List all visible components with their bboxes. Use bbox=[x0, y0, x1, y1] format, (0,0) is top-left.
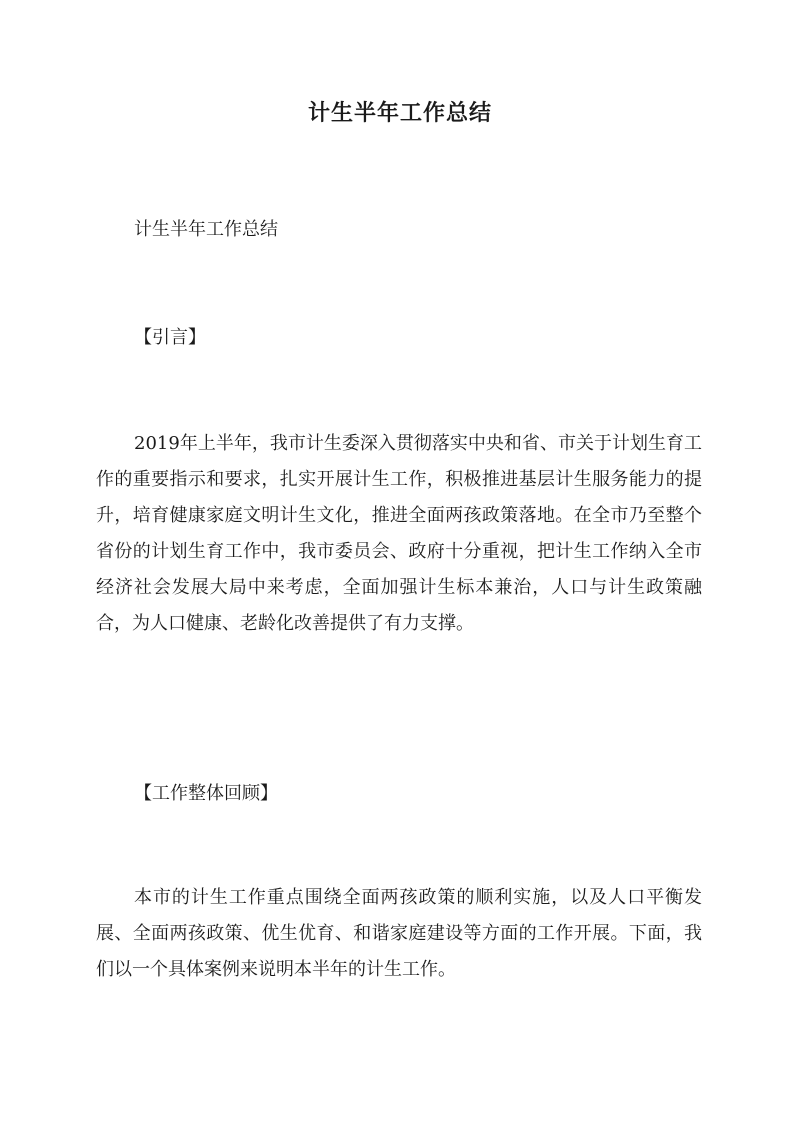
section-paragraph-review: 本市的计生工作重点围绕全面两孩政策的顺利实施，以及人口平衡发展、全面两孩政策、优生优育、和谐家庭建设等方面的工作开展。下面，我们以一个具体案例来说明本半年的计生工作。 bbox=[96, 887, 702, 980]
section-heading-review: 【工作整体回顾】 bbox=[134, 783, 278, 804]
document-subtitle: 计生半年工作总结 bbox=[134, 219, 278, 240]
section-paragraph-introduction: 2019年上半年，我市计生委深入贯彻落实中央和省、市关于计划生育工作的重要指示和要求，扎实开展计生工作，积极推进基层计生服务能力的提升，培育健康家庭文明计生文化，推进全面两孩政策落地。在全市乃至整个省份的计划生育工作中，我市委员会、政府十分重视，把计生工作纳入全市经济社会发展大局中来考虑，全面加强计生标本兼治，人口与计生政策融合，为人口健康、老龄化改善提供了有力支撑。 bbox=[96, 433, 702, 634]
document-title: 计生半年工作总结 bbox=[307, 100, 492, 126]
section-heading-introduction: 【引言】 bbox=[134, 327, 206, 348]
